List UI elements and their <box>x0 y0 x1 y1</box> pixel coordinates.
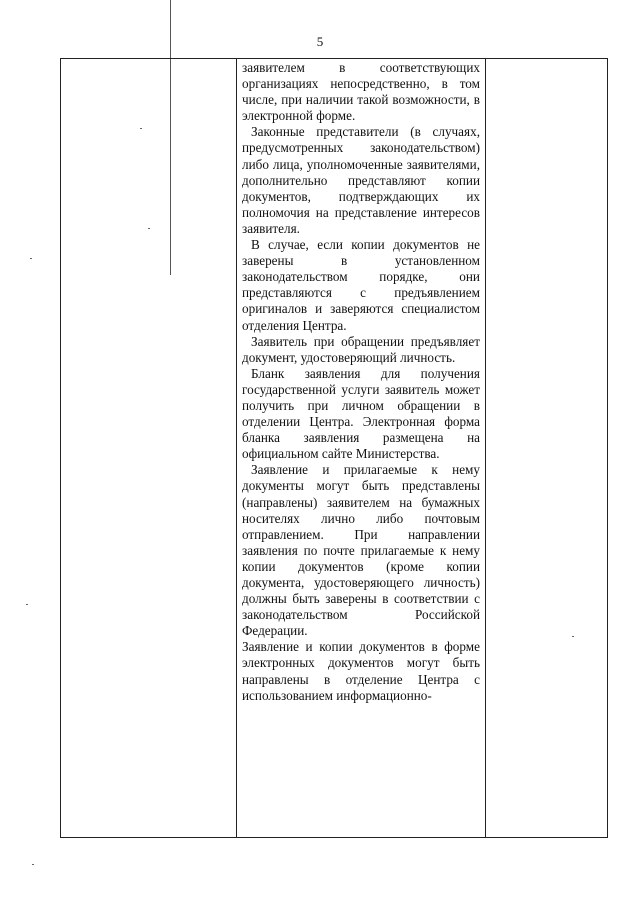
column-divider-left <box>236 59 237 837</box>
paragraph-continuation: заявителем в соответствующих организациях непосредственно, в том числе, при наличии такой возможности, в электронной форме. <box>242 60 480 124</box>
table-cell-left-empty <box>61 59 236 837</box>
page-number: 5 <box>316 34 324 49</box>
paragraph-uncertified-copies: В случае, если копии документов не заверены в установленном законодательством порядке, они представляются с предъявлением оригиналов и заверяются специалистом отделения Центра. <box>242 237 480 333</box>
paragraph-application-form: Бланк заявления для получения государственной услуги заявитель может получить при личном обращении в отделении Центра. Электронная форма бланка заявления размещена на официальном сайте Министерства. <box>242 365 480 462</box>
table-cell-right-empty <box>486 59 607 837</box>
scan-speck <box>572 636 574 637</box>
paragraph-identity-document: Заявитель при обращении предъявляет документ, удостоверяющий личность. <box>242 333 480 365</box>
scan-speck <box>148 228 150 229</box>
scan-speck <box>140 128 142 129</box>
table-cell-middle-text <box>242 60 480 704</box>
paragraph-electronic-submission: Заявление и копии документов в форме электронных документов могут быть направлены в отделение Центра с использованием информационно- <box>242 639 480 703</box>
scan-speck <box>30 258 32 259</box>
scan-speck <box>26 604 28 605</box>
document-table <box>60 58 608 838</box>
scan-speck <box>32 864 34 865</box>
paragraph-submission-methods: Заявление и прилагаемые к нему документы могут быть представлены (направлены) заявителем на бумажных носителях лично либо почтовым отправлением. При направлении заявления по почте прилагаемые к нему копии документов (кроме копии документа, удостоверяющего личность) должны быть заверены в соответствии с законодательством Российской Федерации. <box>242 462 480 639</box>
paragraph-legal-representatives: Законные представители (в случаях, предусмотренных законодательством) либо лица, уполномоченные заявителями, дополнительно представляют копии документов, подтверждающих их полномочия на представление интересов заявителя. <box>242 124 480 236</box>
